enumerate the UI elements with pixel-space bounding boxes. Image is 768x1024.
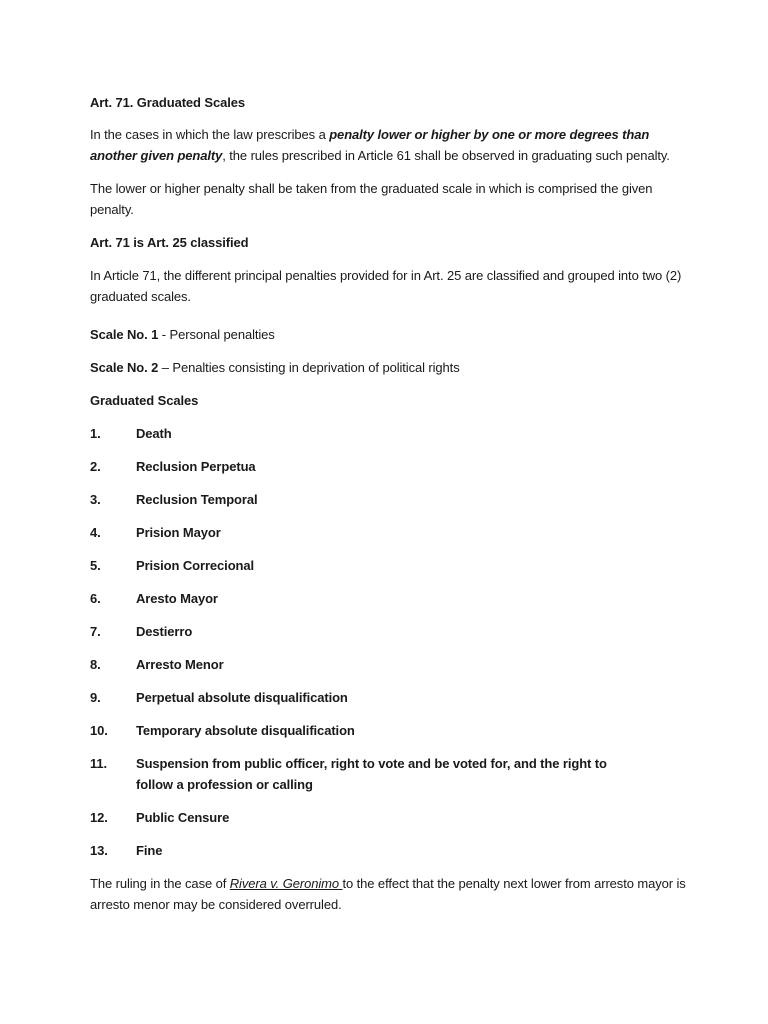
- list-number: 1.: [90, 426, 101, 441]
- paragraph-text: In the cases in which the law prescribes a: [90, 127, 330, 142]
- list-item: [90, 489, 690, 510]
- list-item: [90, 654, 690, 675]
- scale-two: [90, 357, 690, 378]
- section-heading-graduated-scales: Graduated Scales: [90, 393, 199, 408]
- article-title: Art. 71. Graduated Scales: [90, 95, 246, 110]
- emphasis-text: penalty lower or higher by one or more degrees than another given penalty: [90, 127, 650, 163]
- list-item: [90, 807, 690, 828]
- list-number: 10.: [90, 723, 108, 738]
- list-item-text: Destierro: [136, 624, 193, 639]
- list-item-text: Perpetual absolute disqualification: [136, 690, 348, 705]
- list-item: [90, 588, 690, 609]
- list-number: 11.: [90, 756, 108, 771]
- list-item-text: Arresto Menor: [136, 657, 224, 672]
- list-item-text: Aresto Mayor: [136, 591, 218, 606]
- scale-one-label: Scale No. 1: [90, 327, 159, 342]
- list-item-text: Prision Mayor: [136, 525, 221, 540]
- penalty-list: [90, 423, 690, 861]
- paragraph-text: to the effect that the penalty next lower from arresto mayor is arresto menor may be considered overruled.: [90, 876, 686, 912]
- paragraph-text: , the rules prescribed in Article 61 shall be observed in graduating such penalty.: [222, 148, 670, 163]
- list-number: 9.: [90, 690, 101, 705]
- list-item: [90, 456, 690, 477]
- paragraph-lower-higher: The lower or higher penalty shall be taken from the graduated scale in which is comprised the given penalty.: [90, 181, 653, 217]
- paragraph-text: The ruling in the case of: [90, 876, 230, 891]
- list-number: 2.: [90, 459, 101, 474]
- list-item: [90, 687, 690, 708]
- paragraph-article-71: In Article 71, the different principal penalties provided for in Art. 25 are classified and grouped into two (2) graduated scales.: [90, 268, 682, 304]
- list-number: 6.: [90, 591, 101, 606]
- scale-two-text: – Penalties consisting in deprivation of political rights: [158, 360, 460, 375]
- list-item-text: Temporary absolute disqualification: [136, 723, 355, 738]
- paragraph-graduating-rule: [90, 124, 690, 166]
- list-item-text: Reclusion Temporal: [136, 492, 258, 507]
- scale-two-label: Scale No. 2: [90, 360, 159, 375]
- list-item: [90, 555, 690, 576]
- section-heading-classified: Art. 71 is Art. 25 classified: [90, 235, 249, 250]
- document-page: [90, 92, 690, 915]
- list-item: [90, 522, 690, 543]
- paragraph-ruling: [90, 873, 690, 915]
- list-item-text: Prision Correcional: [136, 558, 255, 573]
- list-item-text: Death: [136, 426, 172, 441]
- list-number: 5.: [90, 558, 101, 573]
- list-number: 7.: [90, 624, 101, 639]
- list-item: [90, 621, 690, 642]
- list-item-text: Reclusion Perpetua: [136, 459, 256, 474]
- scale-one-text: - Personal penalties: [158, 327, 275, 342]
- list-item: [90, 753, 690, 795]
- list-item: [90, 720, 690, 741]
- scale-one: [90, 324, 690, 345]
- list-number: 13.: [90, 843, 108, 858]
- list-number: 4.: [90, 525, 101, 540]
- list-item-text: Suspension from public officer, right to vote and be voted for, and the right to follow a profession or calling: [136, 756, 607, 792]
- list-number: 8.: [90, 657, 101, 672]
- list-item: [90, 423, 690, 444]
- list-item-text: Fine: [136, 843, 163, 858]
- list-number: 12.: [90, 810, 108, 825]
- case-citation: Rivera v. Geronimo: [229, 876, 343, 891]
- list-item: [90, 840, 690, 861]
- list-number: 3.: [90, 492, 101, 507]
- list-item-text: Public Censure: [136, 810, 230, 825]
